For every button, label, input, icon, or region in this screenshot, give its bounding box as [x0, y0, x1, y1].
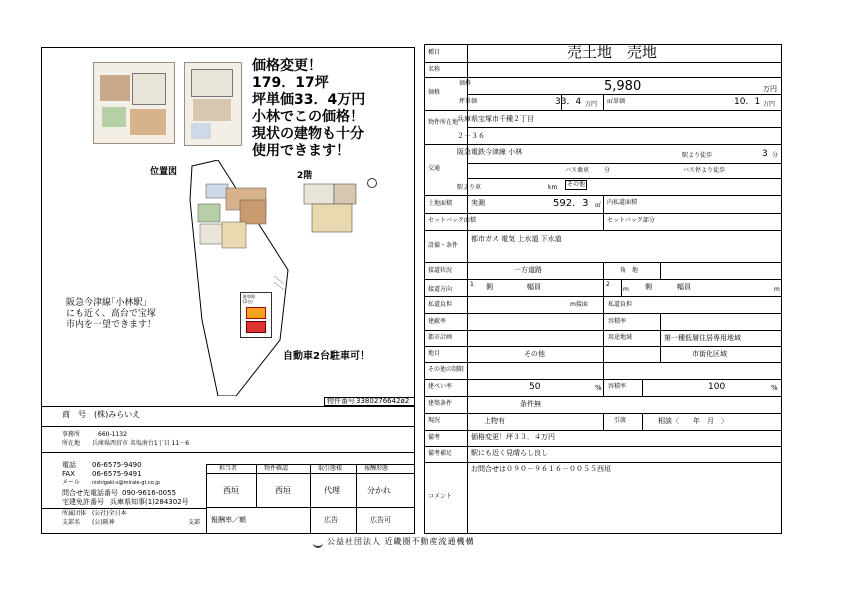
tel: 06-6575-9490	[92, 461, 142, 469]
price-label: 価格	[428, 89, 441, 96]
location-line2: ２－３６	[457, 132, 485, 140]
vol-label: 容積率	[608, 383, 627, 390]
build-ratio-label: 建蔽率	[428, 318, 447, 325]
association: (公社)全日本	[92, 510, 127, 517]
mail[interactable]: nishigaki-s@miraie-gt.co.jp	[92, 480, 160, 486]
tsubo-price: 33．4	[555, 97, 582, 107]
address: 兵庫県西宮市 名塩南台1丁目 11－6	[92, 440, 190, 447]
mail-label: メール	[62, 479, 80, 486]
license-number: 兵庫県知事(1)284302号	[110, 498, 189, 506]
area-use: 第一種低層住居専用地域	[664, 334, 741, 342]
branch: (公)阪神	[92, 519, 115, 526]
private-road-label: 内私道面積	[607, 199, 638, 206]
location-line1: 兵庫県宝塚市千種２丁目	[457, 115, 534, 123]
price-sub-label: 価格	[459, 80, 472, 87]
remarks: 価格変更！坪３３．４万円	[471, 433, 555, 441]
person: 西垣	[223, 486, 239, 495]
compass-icon	[367, 178, 377, 188]
car-icon	[246, 321, 266, 333]
road2-number: 2	[606, 281, 610, 288]
floor-plan-1-thumbnail	[93, 62, 175, 144]
price-unit: 万円	[763, 85, 777, 93]
handover-label: 引渡	[614, 417, 627, 424]
coverage-label: 建ぺい率	[428, 383, 453, 390]
walk-minutes: 3	[762, 149, 768, 159]
frontage-label: m接面	[570, 301, 588, 308]
land-area-kind: 実測	[471, 199, 485, 207]
setback-label: セットバック面積	[428, 217, 476, 224]
branch-label: 支部名	[62, 519, 81, 526]
road1-side: 側	[486, 283, 493, 291]
land-area-label: 土地面積	[428, 200, 453, 207]
parking-label: 駐車場 (2台)	[243, 294, 255, 304]
transport-label: 交通	[428, 165, 441, 172]
land-category-label: 地目	[428, 350, 441, 357]
status-label: 現況	[428, 417, 441, 424]
handover: 相談〈 年 月 〉	[658, 417, 728, 425]
remarks2: 駅にも近く見晴らし良し	[471, 449, 548, 457]
vol-unit: %	[771, 384, 778, 392]
floor-plan-2-thumbnail	[184, 62, 242, 146]
price: 5,980	[604, 79, 642, 94]
deal-type: 代理	[324, 486, 340, 495]
status: 上物有	[484, 417, 505, 425]
floor2-drawing	[302, 182, 360, 236]
road-direction-label: 接道方向	[428, 286, 453, 293]
city-plan-label: 都市計画	[428, 334, 453, 341]
car-icon	[246, 307, 266, 319]
land-category: その他	[524, 350, 545, 358]
station-car-label: 駅より車	[457, 184, 482, 191]
office-label: 事務所	[62, 431, 81, 438]
road1-width-label: 幅員	[527, 283, 541, 291]
address-label: 所在地	[62, 440, 81, 447]
sqm-unit: 万円	[763, 101, 776, 108]
km-unit: km	[548, 184, 558, 191]
license-label: 宅建免許番号	[62, 498, 104, 506]
other-restrict-label: その他の制限	[428, 366, 465, 373]
access-note: 阪急今津線｢小林駅｣ にも近く、高台で宝塚 市内を一望できます！	[66, 298, 157, 330]
reward-label: 報酬率／額	[211, 516, 246, 524]
private-burden-label: 私道負担	[608, 301, 633, 308]
fax-label: FAX	[62, 470, 75, 478]
footer-org: 公益社団法人 近畿圏不動産流通機構	[327, 537, 475, 546]
road2-width-label: 幅員	[677, 283, 691, 291]
contact-label: 問合せ先電話番号	[62, 489, 118, 497]
bus-label: バス乗車	[565, 167, 590, 174]
floor-ratio-label: 容積率	[608, 318, 627, 325]
confirm-by: 西垣	[275, 486, 291, 495]
train-line: 阪急電鉄今津線 小林	[457, 148, 523, 156]
postal-code: 660-1132	[98, 431, 127, 438]
facilities-label: 設備・条件	[428, 242, 459, 249]
road1-m-unit: m	[623, 286, 629, 293]
trade-name-label: 商 号	[62, 410, 86, 419]
area-use-label: 用途地域	[608, 334, 633, 341]
parking-area	[240, 292, 272, 338]
road1-number: 1	[470, 281, 474, 288]
build-cond: 条件無	[520, 400, 541, 408]
coverage-unit: %	[595, 384, 602, 392]
fee-type: 分かれ	[367, 486, 391, 495]
setback-area-label: セットバック部分	[607, 217, 655, 224]
road-type-label: 私道負担	[428, 301, 453, 308]
confirm-label: 物件確認	[264, 465, 289, 472]
bus-unit: 分	[604, 167, 611, 174]
tsubo-price-label: 坪単価	[459, 98, 478, 105]
vol: 100	[708, 382, 726, 392]
property-type: 売土地 売地	[567, 43, 658, 61]
promo-headline: 価格変更！ 179．17坪 坪単価33．4万円 小林でこの価格！ 現状の建物も十分 使用できます！	[252, 58, 366, 159]
coverage: 50	[529, 382, 541, 392]
site-map-drawing	[188, 160, 298, 396]
trade-name: (株)みらいえ	[94, 410, 141, 419]
association-logo-icon	[313, 538, 323, 548]
road2-m-unit: m	[774, 286, 780, 293]
tsubo-unit: 万円	[585, 101, 598, 108]
floor2-label: 2階	[297, 171, 313, 181]
branch-suffix: 支部	[188, 519, 201, 526]
bus-stop-label: バス停より徒歩	[683, 167, 726, 174]
other-label: その他	[567, 181, 586, 188]
fee-label: 報酬形態	[364, 465, 389, 472]
remarks-label: 備考	[428, 434, 441, 441]
association-label: 所属団体	[62, 510, 87, 517]
property-number: 3380276642ǿ2	[356, 397, 410, 405]
road-status: 一方道路	[514, 266, 542, 274]
city-zone: 市街化区域	[692, 350, 727, 358]
walk-unit: 分	[772, 152, 779, 159]
remarks2-label: 備考補足	[428, 450, 453, 457]
walk-label: 駅より徒歩	[682, 152, 713, 159]
comment-label: コメント	[428, 493, 453, 500]
ad-value: 広告可	[370, 516, 391, 524]
corner-label: 角 地	[620, 267, 639, 274]
land-area-unit: ㎡	[595, 202, 602, 209]
sqm-price-label: ㎡単価	[607, 98, 626, 105]
deal-label: 取引態様	[318, 465, 343, 472]
ad-label: 広告	[324, 516, 338, 524]
fax: 06-6575-9491	[92, 470, 142, 478]
tel-label: 電話	[62, 461, 76, 469]
sqm-price: 10．1	[734, 97, 761, 107]
road-label: 接道状況	[428, 267, 453, 274]
road2-side: 側	[645, 283, 652, 291]
name-label: 名称	[428, 66, 441, 73]
comment: お問合せは０９０－９６１６－００５５西垣	[471, 465, 611, 473]
contact-number: 090-9616-0055	[122, 489, 177, 497]
facilities: 都市ガス 電気 上水道 下水道	[471, 235, 562, 243]
type-label: 種目	[428, 49, 441, 56]
location-label: 物件所在地	[428, 119, 459, 126]
person-label: 担当者	[219, 465, 238, 472]
location-map-label: 位置図	[150, 167, 178, 177]
land-area: 592．3	[553, 198, 589, 209]
build-cond-label: 建築条件	[428, 400, 453, 407]
parking-note: 自動車2台駐車可！	[283, 351, 370, 362]
property-number-label: 物件番号	[327, 397, 355, 405]
